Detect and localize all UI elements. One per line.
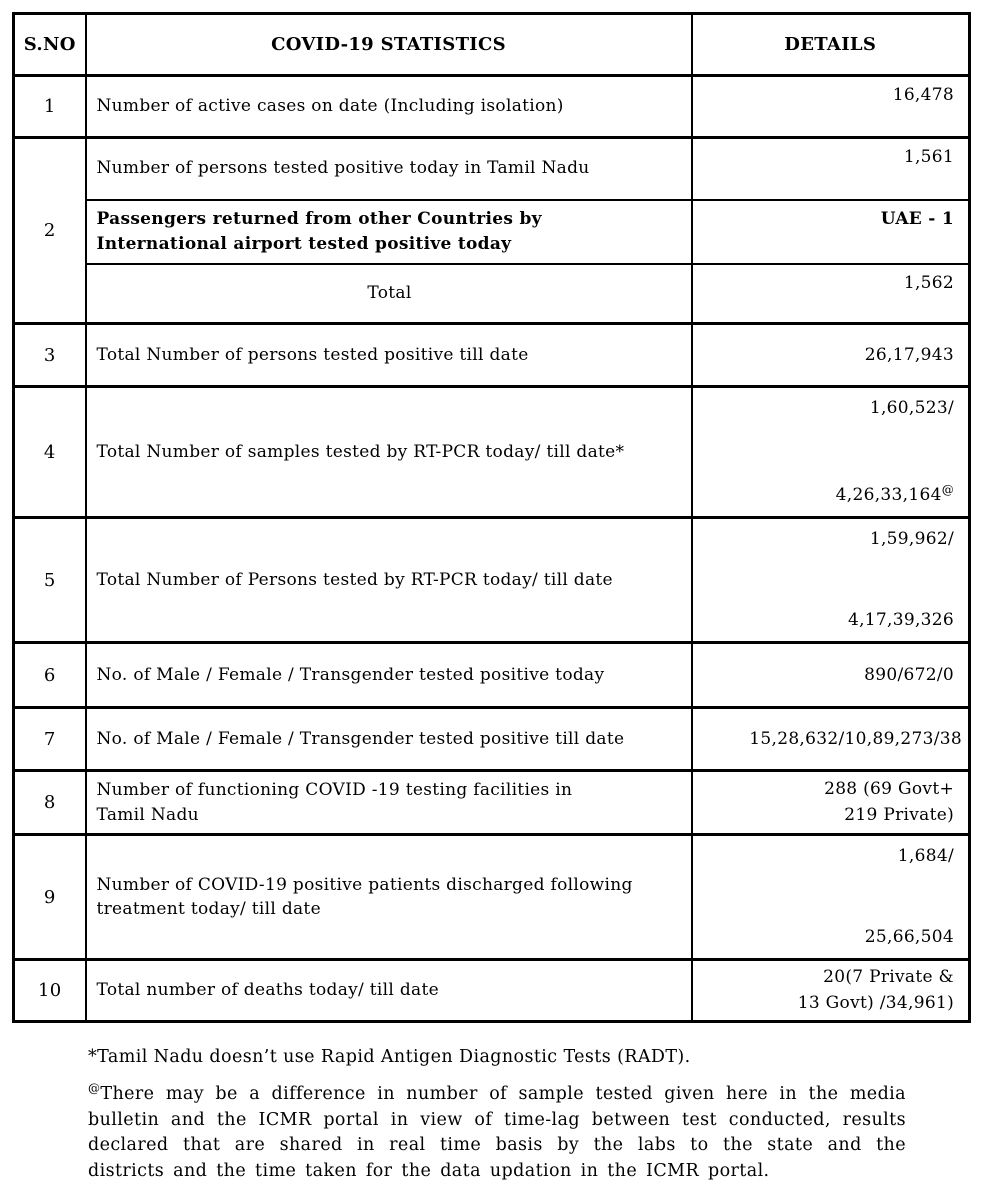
table-row-3 — [14, 324, 970, 387]
header-sno: S.NO — [14, 14, 86, 76]
row-detail: 15,28,632/10,89,273/38 — [692, 708, 970, 771]
footnotes-section — [88, 1045, 906, 1185]
row-statistic: Number of persons tested positive today in Tamil Nadu — [86, 138, 692, 200]
row-detail-bold: UAE - 1 — [692, 200, 970, 264]
detail-value-today: 1,60,523/ — [869, 398, 954, 418]
row-statistic: Number of active cases on date (Including isolation) — [86, 76, 692, 138]
row-statistic-bold: Passengers returned from other Countries by International airport tested positive today — [86, 200, 692, 264]
detail-line-1: 288 (69 Govt+ — [824, 779, 954, 800]
footnote-icmr — [88, 1082, 906, 1185]
row-statistic: No. of Male / Female / Transgender tested positive till date — [86, 708, 692, 771]
row-statistic: Total Number of persons tested positive till date — [86, 324, 692, 387]
row-detail — [692, 960, 970, 1022]
row-detail: 890/672/0 — [692, 643, 970, 708]
detail-value-tilldate: 4,17,39,326 — [847, 609, 954, 630]
table-row-1 — [14, 76, 970, 138]
row-sno: 5 — [14, 518, 86, 643]
table-row-2a — [14, 138, 970, 200]
table-header-row — [14, 14, 970, 76]
table-row-2b — [14, 200, 970, 264]
row-detail: 1,562 — [692, 264, 970, 324]
table-row-6 — [14, 643, 970, 708]
row-detail — [692, 771, 970, 835]
detail-line-1: 20(7 Private & — [823, 967, 954, 988]
table-row-8 — [14, 771, 970, 835]
row-sno: 1 — [14, 76, 86, 138]
row-statistic: Number of COVID-19 positive patients discharged following treatment today/ till date — [86, 835, 692, 960]
table-row-9 — [14, 835, 970, 960]
detail-value-tilldate: 25,66,504 — [864, 926, 954, 947]
footnote-icmr-text: There may be a difference in number of sample tested given here in the media bulletin and the ICMR portal in view of time-lag between test conducted, results declared that are shared in real time basis by the labs to the state and the districts and the time taken for the data updation in the ICMR portal. — [88, 1083, 906, 1182]
row-detail: 16,478 — [692, 76, 970, 138]
detail-value-today: 1,59,962/ — [869, 529, 954, 549]
row-sno: 9 — [14, 835, 86, 960]
row-detail — [692, 518, 970, 643]
at-superscript: @ — [88, 1080, 101, 1095]
row-statistic: Total Number of Persons tested by RT-PCR today/ till date — [86, 518, 692, 643]
row-sno: 3 — [14, 324, 86, 387]
row-sno: 6 — [14, 643, 86, 708]
row-detail — [692, 387, 970, 518]
detail-line-2: 219 Private) — [844, 804, 954, 825]
header-details: DETAILS — [692, 14, 970, 76]
detail-line-2: 13 Govt) /34,961) — [797, 992, 954, 1013]
table-row-5 — [14, 518, 970, 643]
row-sno: 10 — [14, 960, 86, 1022]
row-sno: 4 — [14, 387, 86, 518]
row-statistic-total: Total — [86, 264, 692, 324]
row-statistic: Total number of deaths today/ till date — [86, 960, 692, 1022]
detail-value-today: 1,684/ — [897, 846, 954, 867]
bulletin-page — [0, 12, 982, 1182]
detail-value-tilldate: 4,26,33,164@ — [835, 481, 954, 505]
row-sno: 2 — [14, 138, 86, 324]
row-statistic: Number of functioning COVID -19 testing facilities in Tamil Nadu — [86, 771, 692, 835]
row-sno: 8 — [14, 771, 86, 835]
row-statistic: No. of Male / Female / Transgender tested positive today — [86, 643, 692, 708]
table-row-7 — [14, 708, 970, 771]
footnote-radt: *Tamil Nadu doesn’t use Rapid Antigen Diagnostic Tests (RADT). — [88, 1047, 691, 1068]
at-superscript: @ — [941, 481, 954, 496]
table-row-4 — [14, 387, 970, 518]
row-detail: 1,561 — [692, 138, 970, 200]
row-detail: 26,17,943 — [692, 324, 970, 387]
header-statistics: COVID-19 STATISTICS — [86, 14, 692, 76]
row-detail — [692, 835, 970, 960]
covid-statistics-table — [12, 12, 971, 1023]
row-sno: 7 — [14, 708, 86, 771]
row-statistic: Total Number of samples tested by RT-PCR today/ till date* — [86, 387, 692, 518]
table-row-2c — [14, 264, 970, 324]
table-row-10 — [14, 960, 970, 1022]
